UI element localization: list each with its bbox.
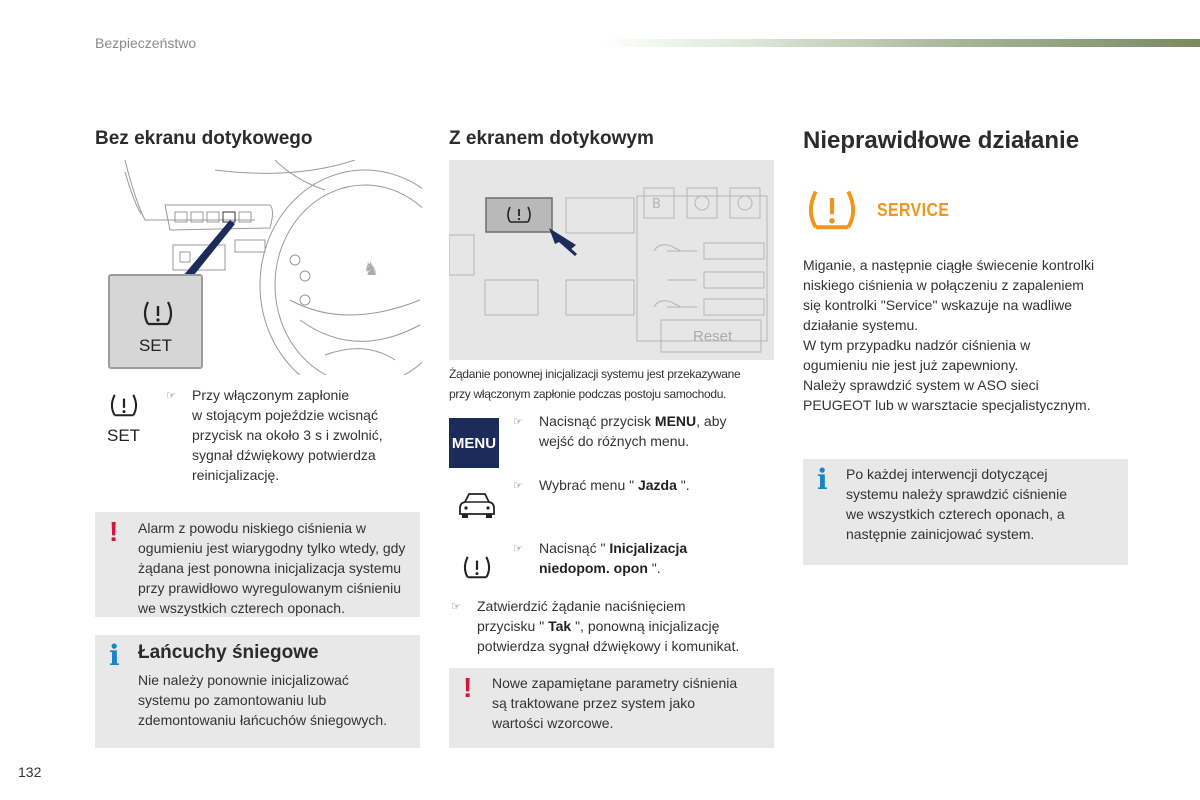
text-line	[477, 616, 739, 636]
text-line: następnie zainicjować system.	[846, 526, 1035, 542]
pointer-icon: ☞	[513, 543, 523, 555]
warning-text	[138, 518, 405, 618]
warning-note	[95, 512, 420, 617]
tpms-warning-icon	[806, 188, 858, 234]
screen-reset-label: Reset	[693, 328, 733, 345]
malfunction-description	[803, 255, 1094, 415]
heading-malfunction: Nieprawidłowe działanie	[803, 127, 1080, 154]
warning-icon: !	[109, 516, 119, 547]
text-line: w stojącym pojeździe wcisnąć	[192, 407, 378, 423]
warning-icon: !	[463, 672, 473, 703]
section-title: Bezpieczeństwo	[95, 35, 197, 51]
info-note-snow-chains	[95, 635, 420, 748]
text-line: zdemontowaniu łańcuchów śniegowych.	[138, 712, 388, 728]
text-line: Przy włączonym zapłonie	[192, 387, 350, 403]
menu-button-illustration: MENU	[449, 418, 499, 468]
text-line: Zatwierdzić żądanie naciśnięciem	[477, 598, 686, 614]
text-line: potwierdza sygnał dźwiękowy i komunikat.	[477, 638, 740, 654]
info-note	[803, 459, 1128, 565]
pointer-icon: ☞	[166, 390, 176, 402]
text-line	[539, 411, 727, 431]
text-line: niskiego ciśnienia w połączeniu z zapaleniem	[803, 277, 1084, 293]
text-line: systemu należy sprawdzić ciśnienie	[846, 486, 1067, 502]
text-line: wejść do różnych menu.	[539, 433, 690, 449]
text-span-bold: niedopom. opon	[539, 560, 648, 576]
text-line: W tym przypadku nadzór ciśnienia w	[803, 337, 1031, 353]
set-label: SET	[138, 336, 173, 355]
col2-confirm	[477, 596, 739, 656]
pointer-icon: ☞	[513, 416, 523, 428]
set-small-label: SET	[107, 426, 141, 445]
text-line: Nie należy ponownie inicjalizować	[138, 672, 349, 688]
text-span: Wybrać menu "	[539, 477, 638, 493]
text-line	[539, 475, 690, 495]
set-button-illustration	[108, 274, 203, 369]
text-line: Po każdej interwencji dotyczącej	[846, 466, 1048, 482]
text-line: reinicjalizację.	[192, 467, 280, 483]
text-span: , aby	[696, 413, 727, 429]
text-line: sygnał dźwiękowy potwierdza	[192, 447, 376, 463]
text-span-bold: Tak	[548, 618, 572, 634]
text-line: się kontrolki "Service" wskazuje na wadliwe	[803, 297, 1073, 313]
service-warning-label: SERVICE	[877, 200, 950, 220]
col2-step3	[539, 538, 687, 578]
text-line: działanie systemu.	[803, 317, 919, 333]
text-line: PEUGEOT lub w warsztacie specjalistycznym.	[803, 397, 1091, 413]
header-bar	[600, 39, 1200, 47]
text-span: ".	[647, 560, 661, 576]
text-line: ogumieniu nie jest już zapewniony.	[803, 357, 1019, 373]
col2-step1	[539, 411, 727, 451]
page-number: 132	[18, 764, 42, 780]
info-icon: i	[817, 463, 828, 496]
text-line: Nowe zapamiętane parametry ciśnienia	[492, 675, 738, 691]
text-span: przycisku "	[477, 618, 549, 634]
text-span-bold: Jazda	[637, 477, 677, 493]
heading-no-touchscreen: Bez ekranu dotykowego	[95, 128, 313, 149]
text-line	[539, 558, 687, 578]
text-line: są traktowane przez system jako	[492, 695, 696, 711]
text-span: Nacisnąć przycisk	[539, 413, 655, 429]
tpms-icon	[462, 555, 492, 581]
text-line: przy włączonym zapłonie podczas postoju samochodu.	[449, 387, 727, 401]
warning-text	[492, 673, 737, 733]
text-line: żądana jest ponowna inicjalizacja systemu	[138, 560, 402, 576]
pointer-icon: ☞	[451, 601, 461, 613]
info-icon: i	[109, 639, 120, 672]
text-line: przy prawidłowo wyregulowanym ciśnieniu	[138, 580, 401, 596]
text-span: Nacisnąć "	[539, 540, 610, 556]
text-span-bold: MENU	[654, 413, 697, 429]
touchscreen-caption	[449, 364, 740, 404]
touchscreen-illustration	[449, 160, 774, 360]
text-line: Miganie, a następnie ciągłe świecenie kontrolki	[803, 257, 1095, 273]
text-line: przycisk na około 3 s i zwolnić,	[192, 427, 383, 443]
col1-step	[192, 385, 383, 485]
heading-touchscreen: Z ekranem dotykowym	[449, 128, 654, 149]
text-line: wartości wzorcowe.	[492, 715, 614, 731]
snow-chains-title: Łańcuchy śniegowe	[138, 642, 319, 663]
svg-text:♞: ♞	[363, 259, 380, 280]
text-line: we wszystkich czterech oponach, a	[846, 506, 1065, 522]
warning-note	[449, 668, 774, 748]
snow-chains-text	[138, 670, 387, 730]
col2-step2	[539, 475, 690, 495]
tpms-icon	[142, 300, 174, 328]
tpms-icon	[109, 393, 139, 419]
text-line: Należy sprawdzić system w ASO sieci	[803, 377, 1039, 393]
svg-text:B: B	[652, 197, 661, 212]
text-span-bold: Inicjalizacja	[609, 540, 688, 556]
text-line: ogumieniu jest wiarygodny tylko wtedy, gdy	[138, 540, 406, 556]
text-line: Alarm z powodu niskiego ciśnienia w	[138, 520, 366, 536]
pointer-icon: ☞	[513, 480, 523, 492]
text-span: ".	[676, 477, 690, 493]
text-line: systemu po zamontowaniu lub	[138, 692, 327, 708]
car-icon	[456, 490, 498, 520]
info-text	[846, 464, 1067, 544]
text-span: ", ponowną inicjalizację	[571, 618, 720, 634]
text-line: Żądanie ponownej inicjalizacji systemu jest przekazywane	[449, 367, 741, 381]
text-line	[539, 538, 687, 558]
text-line: we wszystkich czterech oponach.	[138, 600, 345, 616]
